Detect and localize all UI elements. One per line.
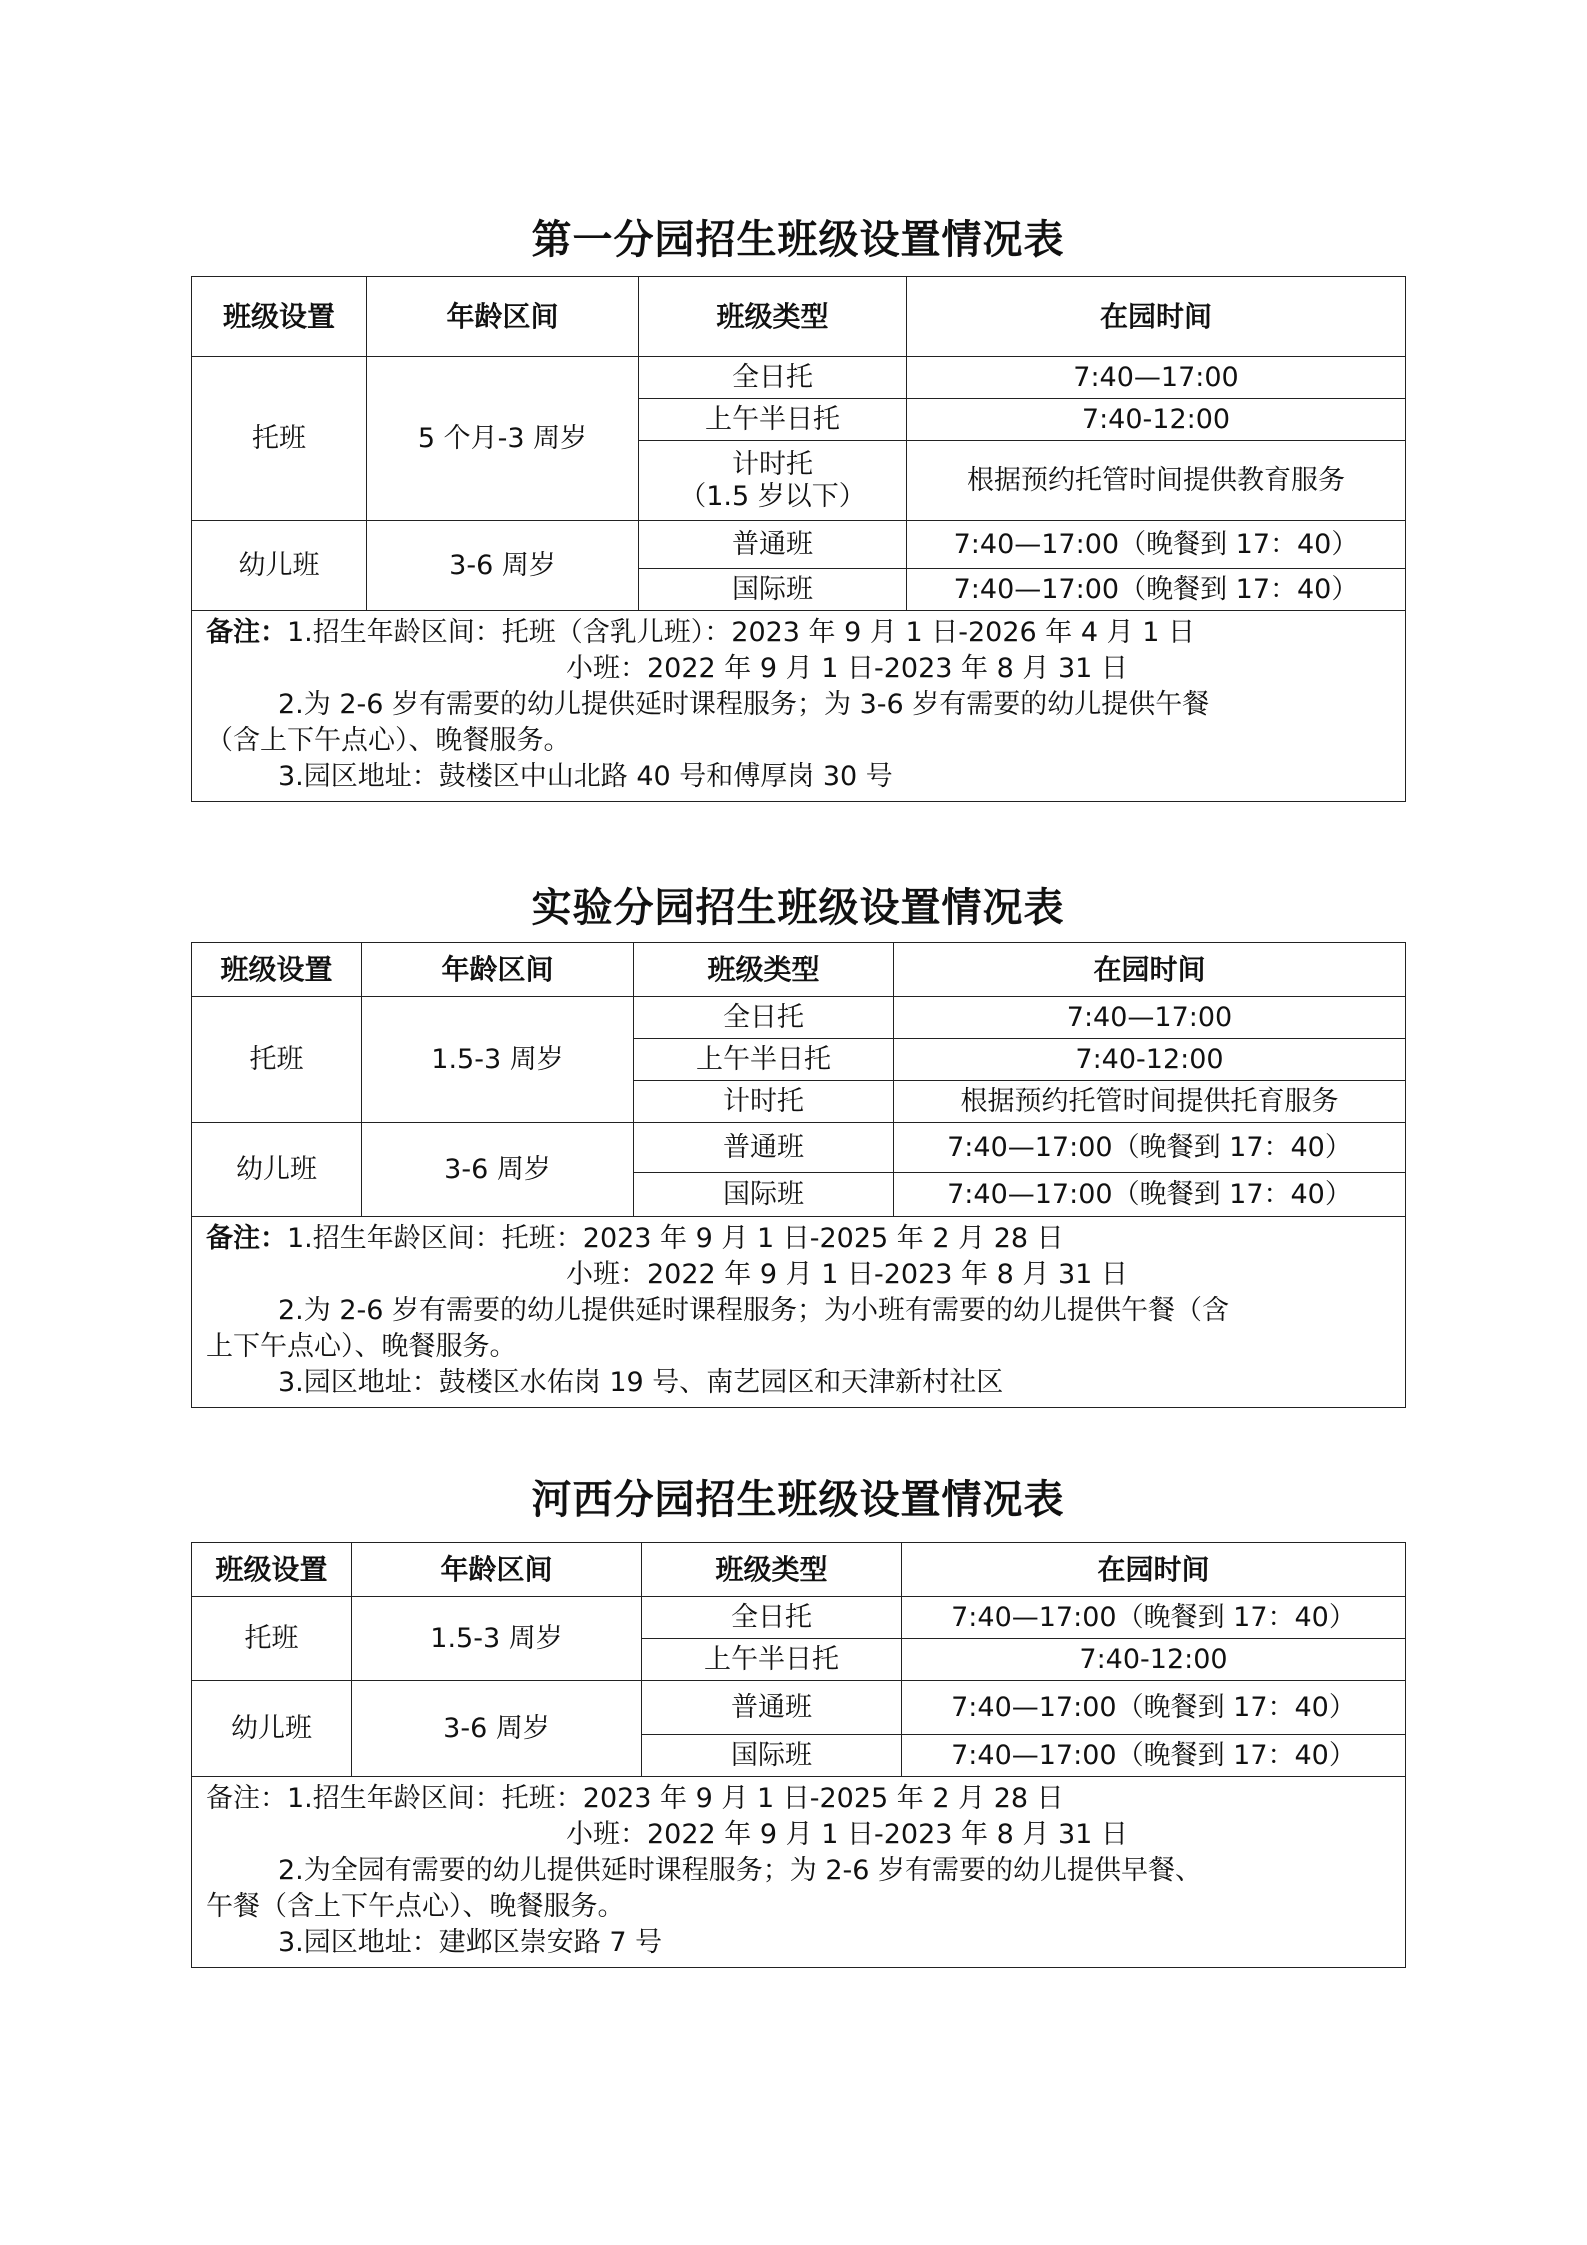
class-type-cell: 普通班 [642,1681,902,1735]
class-name-cell: 托班 [192,357,367,521]
note-address: 3.园区地址：鼓楼区水佑岗 19 号、南艺园区和天津新村社区 [278,1367,1004,1398]
header-class-setting: 班级设置 [192,1543,352,1597]
class-type-cell: 国际班 [639,569,907,611]
note-services-cont: 上下午点心）、晚餐服务。 [206,1331,517,1362]
age-range-cell: 3-6 周岁 [367,521,639,611]
note-small-class: 小班：2022 年 9 月 1 日-2023 年 8 月 31 日 [566,1819,1128,1850]
notes-cell [192,1217,1406,1408]
hours-cell: 7:40-12:00 [894,1039,1406,1081]
hours-cell: 根据预约托管时间提供教育服务 [907,441,1406,521]
table-row [192,521,1406,569]
note-age-range: 1.招生年龄区间：托班：2023 年 9 月 1 日-2025 年 2 月 28 日 [287,1223,1064,1254]
hours-cell: 7:40—17:00（晚餐到 17：40） [907,521,1406,569]
note-services-cont: （含上下午点心）、晚餐服务。 [206,725,571,756]
class-type-cell [639,441,907,521]
note-services: 2.为 2-6 岁有需要的幼儿提供延时课程服务；为小班有需要的幼儿提供午餐（含 [278,1295,1230,1326]
header-class-setting: 班级设置 [192,943,362,997]
class-type-sublabel: （1.5 岁以下） [679,480,866,512]
age-range-cell: 5 个月-3 周岁 [367,357,639,521]
header-class-type: 班级类型 [639,277,907,357]
header-row [192,943,1406,997]
class-name-cell: 幼儿班 [192,1123,362,1217]
header-class-type: 班级类型 [634,943,894,997]
table-title: 实验分园招生班级设置情况表 [531,884,1065,931]
hours-cell: 7:40—17:00（晚餐到 17：40） [907,569,1406,611]
note-address: 3.园区地址：建邺区崇安路 7 号 [278,1927,663,1958]
note-services: 2.为 2-6 岁有需要的幼儿提供延时课程服务；为 3-6 岁有需要的幼儿提供午餐 [278,689,1210,720]
class-name-cell: 托班 [192,1597,352,1681]
notes-cell [192,611,1406,802]
header-age-range: 年龄区间 [352,1543,642,1597]
hours-cell: 7:40—17:00（晚餐到 17：40） [902,1681,1406,1735]
notes-label: 备注： [206,1783,287,1814]
header-hours: 在园时间 [894,943,1406,997]
enrollment-table [191,942,1406,1408]
class-type-cell: 上午半日托 [642,1639,902,1681]
class-name-cell: 幼儿班 [192,1681,352,1777]
notes-cell [192,1777,1406,1968]
hours-cell: 根据预约托管时间提供托育服务 [894,1081,1406,1123]
enrollment-table [191,276,1406,802]
note-services-cont: 午餐（含上下午点心）、晚餐服务。 [206,1891,625,1922]
notes-label: 备注： [206,1223,287,1254]
note-services: 2.为全园有需要的幼儿提供延时课程服务；为 2-6 岁有需要的幼儿提供早餐、 [278,1855,1203,1886]
hours-cell: 7:40—17:00（晚餐到 17：40） [894,1173,1406,1217]
class-name-cell: 托班 [192,997,362,1123]
table-row [192,997,1406,1039]
class-type-cell: 上午半日托 [639,399,907,441]
class-type-cell: 国际班 [634,1173,894,1217]
notes-row [192,611,1406,802]
hours-cell: 7:40—17:00 [894,997,1406,1039]
table-row [192,1123,1406,1173]
header-row [192,277,1406,357]
header-hours: 在园时间 [907,277,1406,357]
table-title: 河西分园招生班级设置情况表 [531,1476,1065,1523]
header-row [192,1543,1406,1597]
header-hours: 在园时间 [902,1543,1406,1597]
hours-cell: 7:40—17:00（晚餐到 17：40） [902,1597,1406,1639]
class-type-cell: 上午半日托 [634,1039,894,1081]
note-small-class: 小班：2022 年 9 月 1 日-2023 年 8 月 31 日 [566,653,1128,684]
table-title: 第一分园招生班级设置情况表 [531,216,1065,263]
class-type-cell: 全日托 [642,1597,902,1639]
age-range-cell: 3-6 周岁 [352,1681,642,1777]
class-type-label: 计时托 [732,448,813,480]
hours-cell: 7:40-12:00 [907,399,1406,441]
hours-cell: 7:40—17:00 [907,357,1406,399]
class-type-cell: 普通班 [634,1123,894,1173]
header-age-range: 年龄区间 [362,943,634,997]
header-class-type: 班级类型 [642,1543,902,1597]
class-type-cell: 普通班 [639,521,907,569]
notes-row [192,1217,1406,1408]
notes-row [192,1777,1406,1968]
class-type-cell: 全日托 [634,997,894,1039]
age-range-cell: 1.5-3 周岁 [352,1597,642,1681]
class-name-cell: 幼儿班 [192,521,367,611]
enrollment-table [191,1542,1406,1968]
table-row [192,1597,1406,1639]
table-row [192,1681,1406,1735]
note-small-class: 小班：2022 年 9 月 1 日-2023 年 8 月 31 日 [566,1259,1128,1290]
class-type-cell: 计时托 [634,1081,894,1123]
header-age-range: 年龄区间 [367,277,639,357]
hours-cell: 7:40—17:00（晚餐到 17：40） [894,1123,1406,1173]
notes-label: 备注： [206,617,287,648]
age-range-cell: 1.5-3 周岁 [362,997,634,1123]
hours-cell: 7:40-12:00 [902,1639,1406,1681]
header-class-setting: 班级设置 [192,277,367,357]
class-type-cell: 全日托 [639,357,907,399]
class-type-cell: 国际班 [642,1735,902,1777]
note-age-range: 1.招生年龄区间：托班：2023 年 9 月 1 日-2025 年 2 月 28 日 [287,1783,1064,1814]
note-age-range: 1.招生年龄区间：托班（含乳儿班）：2023 年 9 月 1 日-2026 年 4 月 1 日 [287,617,1195,648]
age-range-cell: 3-6 周岁 [362,1123,634,1217]
note-address: 3.园区地址：鼓楼区中山北路 40 号和傅厚岗 30 号 [278,761,893,792]
hours-cell: 7:40—17:00（晚餐到 17：40） [902,1735,1406,1777]
table-row [192,357,1406,399]
